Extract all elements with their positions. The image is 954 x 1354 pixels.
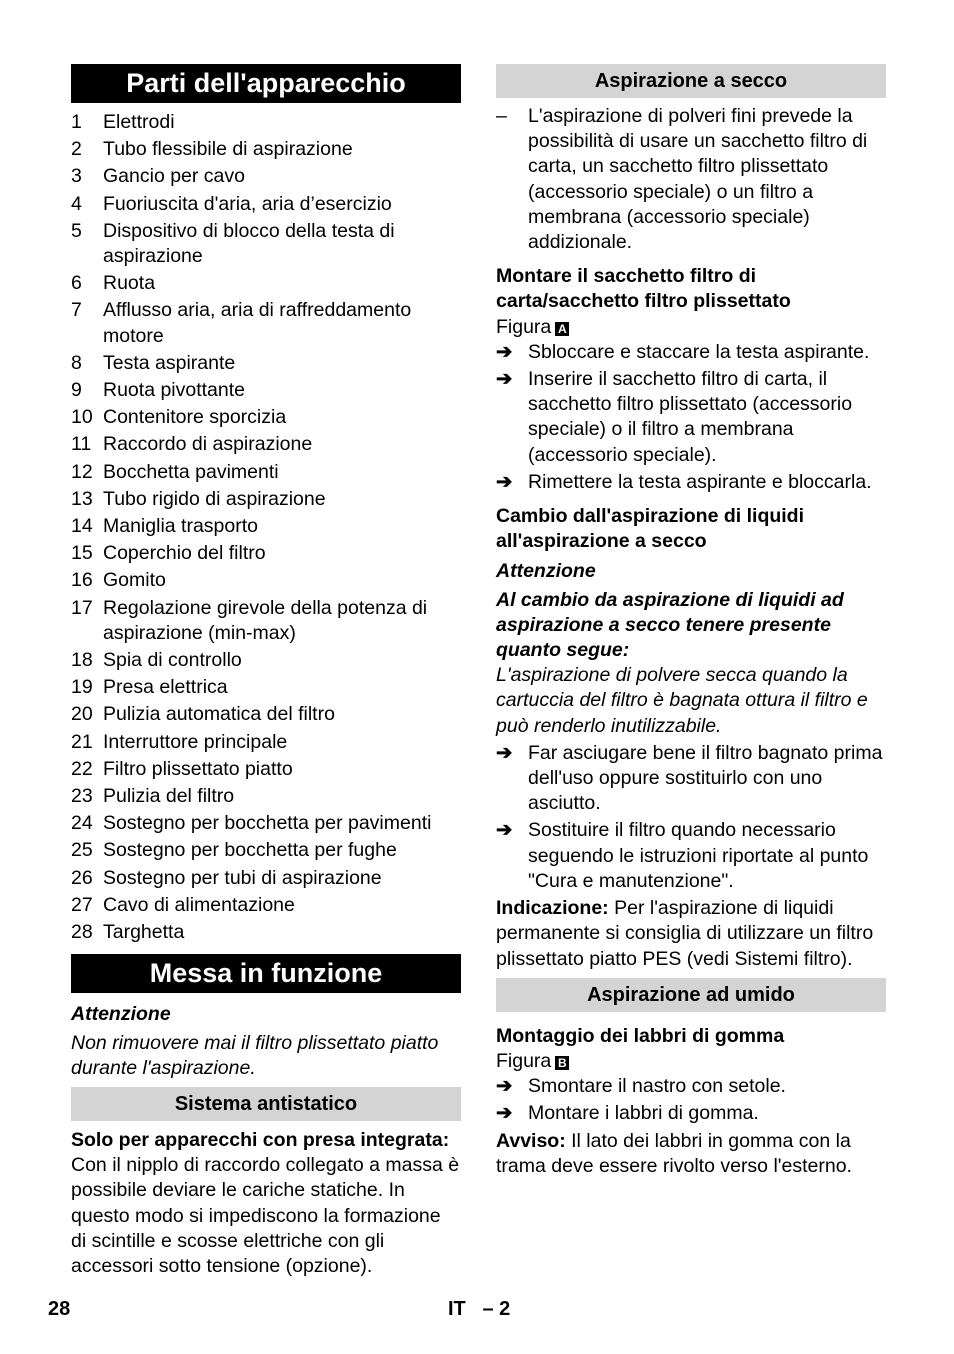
notice: Avviso: Il lato dei labbri in gomma con la trama deve essere rivolto verso l'esterno.	[496, 1129, 852, 1177]
list-item: ➔ Far asciugare bene il filtro bagnato prima dell'uso oppure sostituirlo con uno asciutto.	[496, 741, 886, 817]
right-column	[496, 64, 886, 1179]
mount-heading: Montare il sacchetto filtro di carta/sacchetto filtro plissettato	[496, 265, 791, 313]
list-item: 25 Sostegno per bocchetta per fughe	[71, 839, 397, 862]
attention-label: Attenzione	[496, 560, 596, 583]
left-column	[71, 64, 461, 1279]
dry-text: L'aspirazione di polveri fini prevede la possibilità di usare un sacchetto filtro di carta, un sacchetto filtro plissettato (accessorio speciale) o un filtro a membrana (accessorio speciale) addizionale.	[528, 105, 868, 254]
dry-heading: Aspirazione a secco	[496, 64, 886, 98]
list-item	[496, 104, 886, 255]
language-page: IT – 2	[448, 1298, 511, 1320]
list-item: 2 Tubo flessibile di aspirazione	[71, 138, 353, 161]
arrow-icon: ➔	[496, 1102, 513, 1125]
list-item: ➔ Smontare il nastro con setole.	[496, 1074, 886, 1099]
figure-b-icon: B	[555, 1056, 569, 1070]
attention-label: Attenzione	[71, 1003, 171, 1026]
list-item: 17 Regolazione girevole della potenza di aspirazione (min-max)	[71, 596, 428, 644]
figure-ref: Figura B	[496, 1049, 886, 1074]
list-item: 6 Ruota	[71, 272, 156, 295]
antistatic-text: Con il nipplo di raccordo collegato a massa è possibile deviare le cariche statiche. In questo modo si impediscono la formazione di scintille e scosse elettriche con gli accessori sotto tensione (opzione).	[71, 1154, 460, 1277]
arrow-icon: ➔	[496, 819, 513, 842]
startup-heading: Messa in funzione	[71, 954, 461, 993]
list-item: 26 Sostegno per tubi di aspirazione	[71, 866, 382, 889]
antistatic-bold: Solo per apparecchi con presa integrata:	[71, 1128, 450, 1151]
list-item: 11 Raccordo di aspirazione	[71, 433, 313, 456]
list-item: 12 Bocchetta pavimenti	[71, 460, 279, 483]
arrow-icon: ➔	[496, 340, 513, 363]
list-item: 22 Filtro plissettato piatto	[71, 757, 293, 780]
list-item: ➔ Sostituire il filtro quando necessario seguendo le istruzioni riportate al punto "Cura e manutenzione".	[496, 818, 886, 894]
list-item: ➔ Montare i labbri di gomma.	[496, 1101, 886, 1126]
note: Indicazione: Per l'aspirazione di liquidi permanente si consiglia di utilizzare un filtro plissettato piatto PES (vedi Sistemi filtro).	[496, 897, 874, 970]
parts-list	[71, 110, 461, 945]
parts-heading: Parti dell'apparecchio	[71, 64, 461, 103]
list-item: ➔ Rimettere la testa aspirante e bloccarla.	[496, 470, 886, 495]
list-item: 28 Targhetta	[71, 921, 185, 944]
list-item: 20 Pulizia automatica del filtro	[71, 703, 335, 726]
lips-heading: Montaggio dei labbri di gomma	[496, 1024, 785, 1047]
arrow-icon: ➔	[496, 1075, 513, 1098]
list-item: 10 Contenitore sporcizia	[71, 406, 287, 429]
arrow-icon: ➔	[496, 470, 513, 493]
list-item: 4 Fuoriuscita d'aria, aria d’esercizio	[71, 192, 392, 215]
attention-bold: Al cambio da aspirazione di liquidi ad aspirazione a secco tenere presente quanto segue:	[496, 588, 844, 662]
list-item: 3 Gancio per cavo	[71, 165, 245, 188]
list-item: 24 Sostegno per bocchetta per pavimenti	[71, 812, 432, 835]
list-item: 8 Testa aspirante	[71, 351, 236, 374]
antistatic-heading: Sistema antistatico	[71, 1087, 461, 1121]
list-item: 7 Afflusso aria, aria di raffreddamento motore	[71, 299, 412, 347]
dash-icon: –	[496, 105, 507, 127]
list-item: 19 Presa elettrica	[71, 676, 228, 699]
list-item: 23 Pulizia del filtro	[71, 785, 235, 808]
list-item: 1 Elettrodi	[71, 111, 175, 133]
list-item: ➔ Inserire il sacchetto filtro di carta, il sacchetto filtro plissettato (accessorio speciale) o il filtro a membrana (accessorio speciale).	[496, 367, 886, 468]
attention-text: L'aspirazione di polvere secca quando la cartuccia del filtro è bagnata ottura il filtro e può renderlo inutilizzabile.	[496, 664, 868, 737]
list-item: 13 Tubo rigido di aspirazione	[71, 487, 326, 510]
list-item: 21 Interruttore principale	[71, 730, 288, 753]
list-item: 16 Gomito	[71, 569, 166, 592]
list-item: 5 Dispositivo di blocco della testa di aspirazione	[71, 219, 395, 268]
list-item: 18 Spia di controllo	[71, 649, 242, 672]
arrow-icon: ➔	[496, 741, 513, 764]
change-heading: Cambio dall'aspirazione di liquidi all'aspirazione a secco	[496, 505, 805, 553]
attention-text: Non rimuovere mai il filtro plissettato piatto durante l'aspirazione.	[71, 1031, 439, 1079]
page-number: 28	[48, 1298, 71, 1320]
list-item: 9 Ruota pivottante	[71, 379, 246, 402]
wet-heading: Aspirazione ad umido	[496, 978, 886, 1012]
list-item: ➔ Sbloccare e staccare la testa aspirante.	[496, 340, 886, 365]
arrow-icon: ➔	[496, 368, 513, 391]
list-item: 27 Cavo di alimentazione	[71, 893, 295, 916]
list-item: 15 Coperchio del filtro	[71, 542, 266, 565]
figure-ref: Figura A	[496, 315, 886, 340]
list-item: 14 Maniglia trasporto	[71, 515, 258, 538]
figure-a-icon: A	[555, 322, 569, 336]
